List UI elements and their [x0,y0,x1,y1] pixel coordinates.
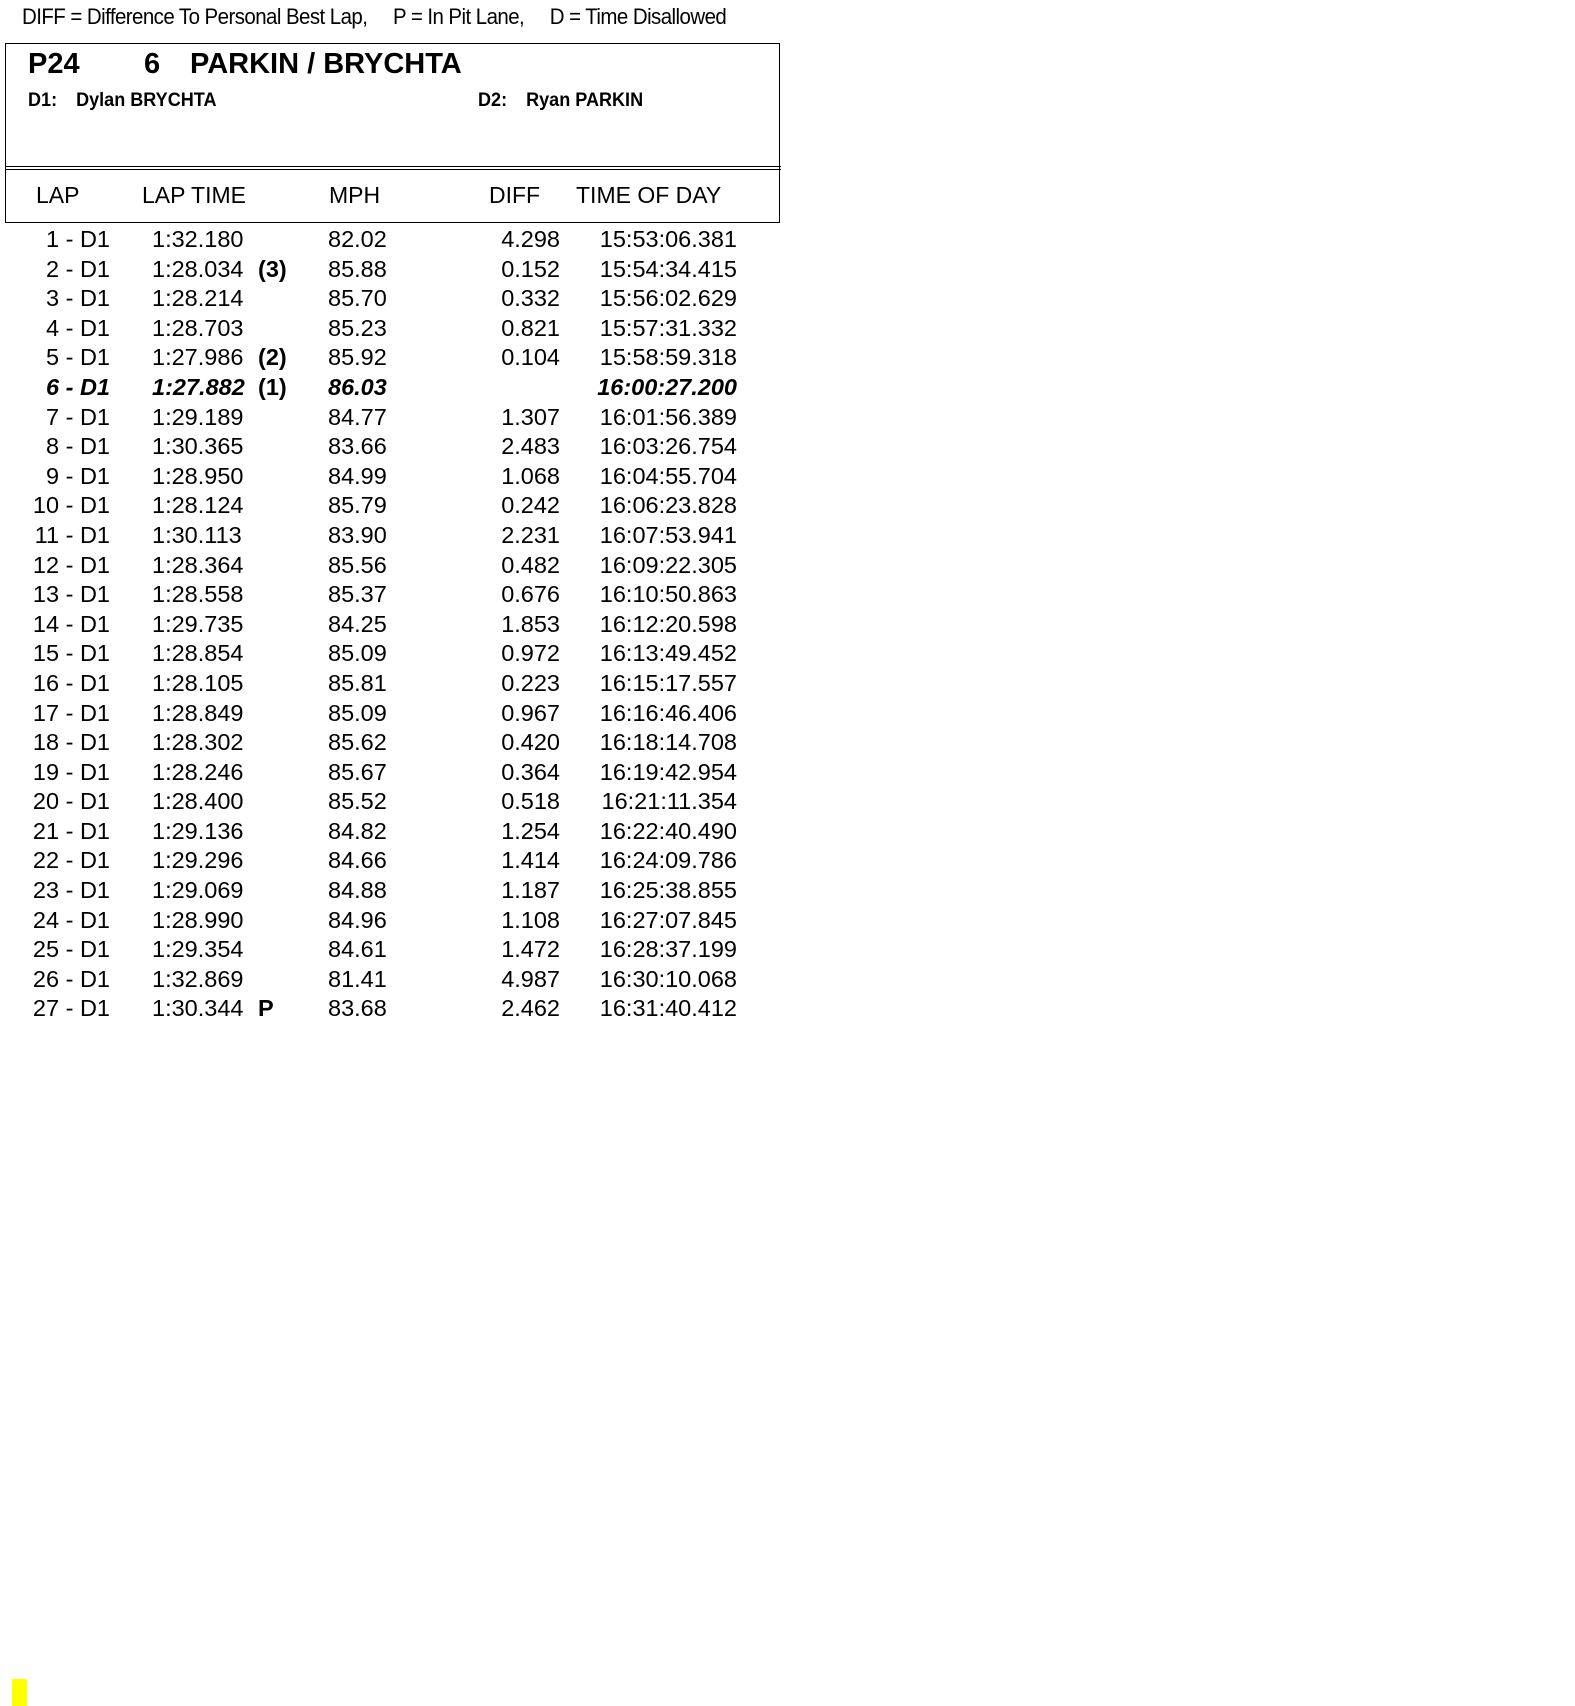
lap-time: 1:28.849 [152,699,244,726]
lap-mph: 85.09 [328,640,387,667]
table-row [0,283,800,313]
table-row [0,520,800,550]
driver-1-name: Dylan BRYCHTA [76,90,217,111]
table-row [0,313,800,343]
lap-number: 24 - D1 [32,906,110,933]
lap-diff: 2.462 [501,995,560,1022]
lap-mph: 85.52 [328,788,387,815]
table-row [0,727,800,757]
lap-time: 1:29.069 [152,877,244,904]
lap-diff: 0.482 [501,551,560,578]
team-name: PARKIN / BRYCHTA [190,48,462,80]
lap-time: 1:29.189 [152,403,244,430]
lap-time: 1:28.703 [152,314,244,341]
lap-mph: 84.25 [328,610,387,637]
lap-mph: 84.66 [328,847,387,874]
lap-number: 25 - D1 [32,936,110,963]
lap-diff: 1.414 [501,847,560,874]
table-row [0,964,800,994]
lap-diff: 0.972 [501,640,560,667]
lap-time-of-day: 15:53:06.381 [599,226,737,252]
lap-time: 1:28.950 [152,462,244,489]
lap-diff: 1.472 [501,936,560,963]
lap-diff: 0.364 [501,758,560,785]
lap-number: 7 - D1 [46,403,110,430]
lap-mph: 84.96 [328,906,387,933]
lap-time: 1:29.296 [152,847,244,874]
col-mph: MPH [329,182,381,208]
lap-diff: 1.187 [501,877,560,904]
table-row [0,993,800,1023]
lap-number: 8 - D1 [46,433,110,460]
lap-time: 1:29.354 [152,936,244,963]
lap-time-of-day: 16:19:42.954 [599,758,737,785]
lap-mph: 83.90 [328,521,387,548]
legend-pit: P = In Pit Lane, [392,4,525,29]
lap-time-of-day: 16:30:10.068 [599,965,737,992]
table-row [0,342,800,372]
lap-diff: 2.231 [501,521,560,548]
lap-diff: 0.152 [501,255,560,282]
lap-diff: 0.332 [501,285,560,312]
lap-number: 26 - D1 [32,965,110,992]
lap-time-of-day: 16:24:09.786 [599,847,737,874]
lap-mph: 85.79 [328,492,387,519]
lap-diff: 1.254 [501,817,560,844]
table-row [0,934,800,964]
lap-number: 11 - D1 [34,521,110,548]
lap-time: 1:32.180 [152,226,244,252]
lap-time: 1:27.882 [152,373,245,400]
driver-2-name: Ryan PARKIN [526,90,644,111]
lap-time: 1:30.365 [152,433,244,460]
table-row [0,254,800,284]
lap-time-of-day: 16:21:11.354 [601,788,737,815]
table-row [0,579,800,609]
lap-time-of-day: 16:16:46.406 [599,699,737,726]
lap-mph: 84.82 [328,817,387,844]
lap-number: 17 - D1 [32,699,110,726]
lap-number: 1 - D1 [46,226,110,252]
lap-mph: 84.99 [328,462,387,489]
lap-time: 1:28.105 [152,669,244,696]
lap-time: 1:32.869 [152,965,244,992]
lap-diff: 1.853 [501,610,560,637]
table-row [0,461,800,491]
table-row [0,845,800,875]
table-row [0,757,800,787]
lap-mph: 85.37 [328,581,387,608]
legend-disallowed: D = Time Disallowed [549,4,727,29]
table-row [0,638,800,668]
lap-diff: 1.307 [501,403,560,430]
lap-time-of-day: 15:54:34.415 [599,255,737,282]
lap-mark: (1) [258,373,287,400]
lap-time-of-day: 16:15:17.557 [599,669,737,696]
lap-diff: 1.068 [501,462,560,489]
lap-mph: 85.09 [328,699,387,726]
lap-number: 20 - D1 [32,788,110,815]
lap-time: 1:27.986 [152,344,244,371]
lap-diff: 2.483 [501,433,560,460]
lap-time: 1:28.558 [152,581,244,608]
lap-diff: 0.967 [501,699,560,726]
lap-diff: 0.104 [501,344,560,371]
lap-time-of-day: 16:25:38.855 [599,877,737,904]
lap-time-of-day: 16:01:56.389 [599,403,737,430]
lap-number: 9 - D1 [46,462,110,489]
lap-number: 27 - D1 [32,995,110,1022]
lap-number: 13 - D1 [32,581,110,608]
lap-time: 1:29.735 [152,610,244,637]
lap-time-of-day: 16:09:22.305 [599,551,737,578]
table-row [0,786,800,816]
driver-2 [478,90,643,112]
lap-mph: 85.67 [328,758,387,785]
lap-diff: 4.987 [501,965,560,992]
legend-diff: DIFF = Difference To Personal Best Lap, [22,4,368,29]
lap-mark: (2) [258,344,287,371]
lap-time-of-day: 16:00:27.200 [597,373,737,400]
lap-time-of-day: 16:03:26.754 [599,433,737,460]
lap-diff: 1.108 [501,906,560,933]
lap-time: 1:30.113 [152,521,242,548]
lap-time: 1:30.344 [152,995,244,1022]
lap-time: 1:28.400 [152,788,244,815]
lap-number: 6 - D1 [46,373,110,400]
lap-time-of-day: 16:27:07.845 [599,906,737,933]
lap-mph: 82.02 [328,226,387,252]
lap-diff: 0.676 [501,581,560,608]
col-diff: DIFF [489,182,541,208]
lap-mph: 83.68 [328,995,387,1022]
lap-time-of-day: 16:12:20.598 [599,610,737,637]
table-row [0,905,800,935]
lap-time-of-day: 15:57:31.332 [599,314,737,341]
lap-time-of-day: 16:22:40.490 [599,817,737,844]
lap-time: 1:28.990 [152,906,244,933]
position: P24 [28,48,80,80]
lap-mph: 81.41 [328,965,387,992]
lap-mph: 84.88 [328,877,387,904]
legend [22,4,747,30]
lap-mph: 85.92 [328,344,387,371]
lap-number: 22 - D1 [32,847,110,874]
driver-1-code: D1: [28,90,58,111]
driver-2-code: D2: [478,90,508,111]
lap-mph: 85.62 [328,729,387,756]
table-row [0,224,800,254]
lap-mph: 85.56 [328,551,387,578]
lap-number: 16 - D1 [32,669,110,696]
table-row [0,668,800,698]
lap-number: 19 - D1 [32,758,110,785]
table-row [0,490,800,520]
lap-number: 3 - D1 [46,285,110,312]
lap-diff: 0.223 [501,669,560,696]
lap-mph: 86.03 [328,373,387,400]
table-row [0,402,800,432]
lap-table [0,224,800,1023]
lap-time: 1:28.124 [152,492,244,519]
lap-time-of-day: 16:28:37.199 [599,936,737,963]
lap-time: 1:28.364 [152,551,244,578]
lap-number: 12 - D1 [32,551,110,578]
col-lap-time: LAP TIME [142,182,246,208]
lap-mph: 83.66 [328,433,387,460]
entry-header [5,43,780,170]
lap-time-of-day: 16:04:55.704 [599,462,737,489]
lap-mark: P [258,995,274,1022]
lap-time-of-day: 16:18:14.708 [599,729,737,756]
car-number: 6 [144,48,161,80]
table-row [0,431,800,461]
lap-mph: 85.23 [328,314,387,341]
lap-number: 18 - D1 [32,729,110,756]
lap-time: 1:28.854 [152,640,244,667]
lap-time-of-day: 16:10:50.863 [599,581,737,608]
yellow-marker [12,1679,27,1706]
table-row [0,609,800,639]
lap-number: 14 - D1 [32,610,110,637]
lap-mph: 84.77 [328,403,387,430]
lap-number: 4 - D1 [46,314,110,341]
table-row [0,875,800,905]
lap-diff: 0.242 [501,492,560,519]
lap-time-of-day: 16:13:49.452 [599,640,737,667]
lap-mph: 84.61 [328,936,387,963]
lap-mark: (3) [258,255,287,282]
lap-time-of-day: 16:07:53.941 [599,521,737,548]
column-header [5,170,780,223]
lap-time: 1:28.246 [152,758,244,785]
lap-time: 1:28.302 [152,729,244,756]
lap-time: 1:28.214 [152,285,244,312]
lap-diff: 4.298 [501,226,560,252]
table-row [0,372,800,402]
lap-time-of-day: 15:56:02.629 [599,285,737,312]
lap-mph: 85.81 [328,669,387,696]
lap-number: 23 - D1 [32,877,110,904]
lap-time: 1:28.034 [152,255,244,282]
lap-number: 2 - D1 [46,255,110,282]
lap-time-of-day: 16:06:23.828 [599,492,737,519]
lap-number: 21 - D1 [32,817,110,844]
lap-mph: 85.70 [328,285,387,312]
lap-mph: 85.88 [328,255,387,282]
driver-1 [28,90,217,112]
lap-time-of-day: 16:31:40.412 [599,995,737,1022]
lap-diff: 0.821 [501,314,560,341]
table-row [0,550,800,580]
table-row [0,816,800,846]
lap-number: 15 - D1 [32,640,110,667]
lap-time: 1:29.136 [152,817,244,844]
lap-number: 10 - D1 [32,492,110,519]
table-row [0,698,800,728]
lap-diff: 0.518 [501,788,560,815]
lap-time-of-day: 15:58:59.318 [599,344,737,371]
lap-number: 5 - D1 [46,344,110,371]
col-time-of-day: TIME OF DAY [576,182,722,208]
lap-diff: 0.420 [501,729,560,756]
col-lap: LAP [36,182,80,208]
